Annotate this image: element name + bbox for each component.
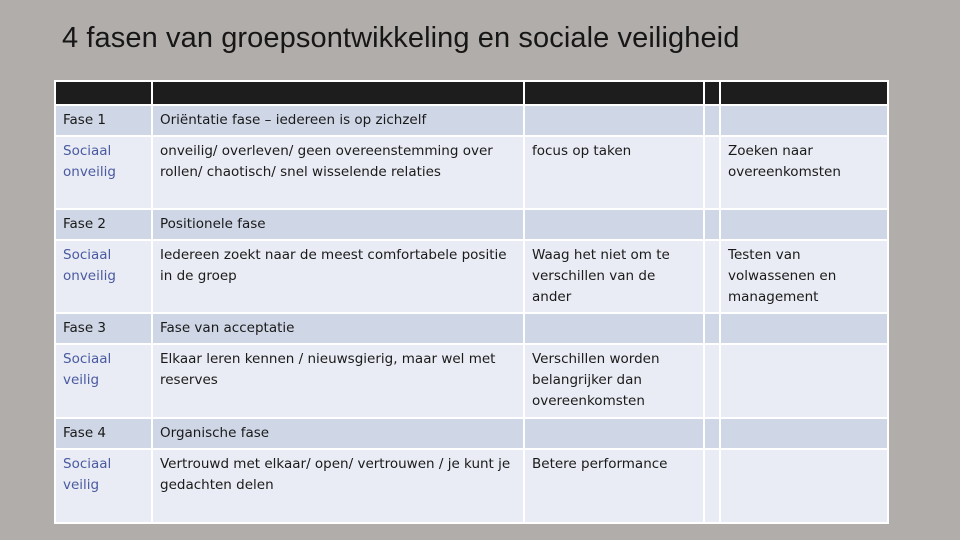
table-cell	[524, 313, 704, 344]
focus-cell: Verschillen worden belangrijker dan overeenkomsten	[524, 344, 704, 418]
table-row-fase-3	[55, 313, 888, 344]
table-cell	[704, 344, 720, 418]
safety-label: Sociaal veilig	[55, 344, 152, 418]
focus-cell: focus op taken	[524, 136, 704, 209]
table-cell	[720, 313, 888, 344]
header-cell	[524, 81, 704, 105]
table-cell	[720, 209, 888, 240]
fase-label: Fase 4	[55, 418, 152, 449]
table-cell	[704, 209, 720, 240]
table-cell	[704, 136, 720, 209]
fase-label: Fase 2	[55, 209, 152, 240]
focus-cell: Waag het niet om te verschillen van de ander	[524, 240, 704, 313]
safety-label: Sociaal onveilig	[55, 240, 152, 313]
behavior-cell	[720, 344, 888, 418]
table-row-detail-2	[55, 240, 888, 313]
behavior-cell: Testen van volwassenen en management	[720, 240, 888, 313]
safety-label: Sociaal onveilig	[55, 136, 152, 209]
description-cell: onveilig/ overleven/ geen overeenstemming over rollen/ chaotisch/ snel wisselende relaties	[152, 136, 524, 209]
fase-name: Fase van acceptatie	[152, 313, 524, 344]
safety-label: Sociaal veilig	[55, 449, 152, 523]
description-cell: Vertrouwd met elkaar/ open/ vertrouwen / je kunt je gedachten delen	[152, 449, 524, 523]
table-cell	[704, 449, 720, 523]
table-row-detail-3	[55, 344, 888, 418]
fase-name: Organische fase	[152, 418, 524, 449]
table-cell	[720, 418, 888, 449]
fase-name: Oriëntatie fase – iedereen is op zichzelf	[152, 105, 524, 136]
header-cell	[704, 81, 720, 105]
table-cell	[704, 313, 720, 344]
table-cell	[524, 105, 704, 136]
table-cell	[524, 418, 704, 449]
table-cell	[704, 418, 720, 449]
header-cell	[55, 81, 152, 105]
fase-label: Fase 3	[55, 313, 152, 344]
table-row-fase-2	[55, 209, 888, 240]
table-cell	[704, 240, 720, 313]
behavior-cell: Zoeken naar overeenkomsten	[720, 136, 888, 209]
table-cell	[524, 209, 704, 240]
behavior-cell	[720, 449, 888, 523]
description-cell: Iedereen zoekt naar de meest comfortabele positie in de groep	[152, 240, 524, 313]
header-cell	[152, 81, 524, 105]
table-row-fase-1	[55, 105, 888, 136]
phases-table	[54, 80, 889, 524]
fase-name: Positionele fase	[152, 209, 524, 240]
focus-cell: Betere performance	[524, 449, 704, 523]
table-row-detail-4	[55, 449, 888, 523]
description-cell: Elkaar leren kennen / nieuwsgierig, maar wel met reserves	[152, 344, 524, 418]
table-row-fase-4	[55, 418, 888, 449]
table-header-row	[55, 81, 888, 105]
fase-label: Fase 1	[55, 105, 152, 136]
table-row-detail-1	[55, 136, 888, 209]
table-cell	[720, 105, 888, 136]
slide-title: 4 fasen van groepsontwikkeling en sociale veiligheid	[62, 22, 740, 54]
table-cell	[704, 105, 720, 136]
header-cell	[720, 81, 888, 105]
